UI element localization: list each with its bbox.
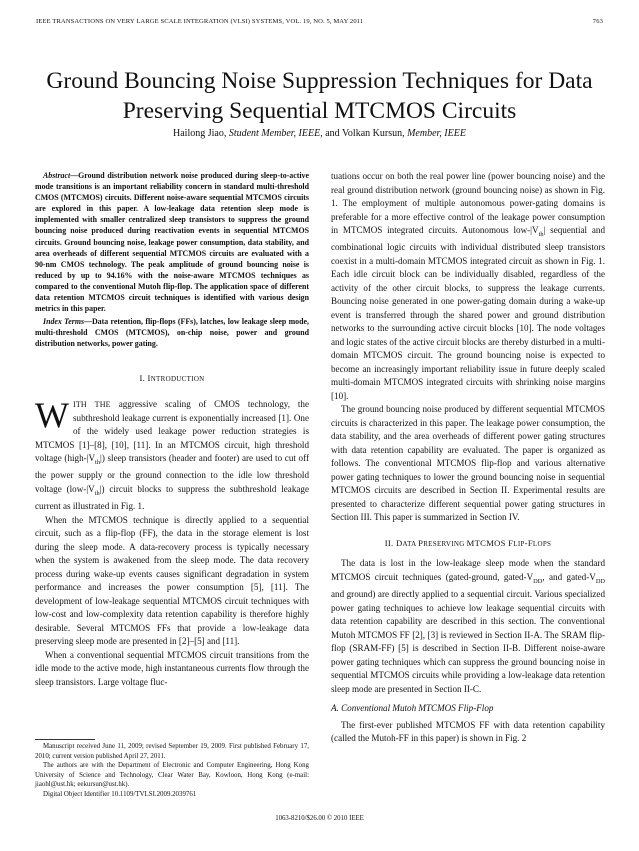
footnote-manuscript: Manuscript received June 11, 2009; revised September 19, 2009. First published February 17, 2010; current version published April 27, 2011. [35, 743, 309, 760]
section-heading-flip-flops: II. DATA PRESERVING MTCMOS FLIP-FLOPS [384, 537, 552, 548]
intro-paragraph-4: The ground bouncing noise produced by different sequential MTCMOS circuits is characterized in this paper. The leakage power consumption, the data stability, and the area overheads of different power gating structures with data retention capability are evaluated. The paper is organized as follows. The conventional MTCMOS flip-flop and various alternative power gating techniques to lower the ground bouncing noise in sequential MTCMOS circuits are described in Section II. Experimental results are presented to characterize different sequential power gating structures in Section III. This paper is summarized in Section IV. [331, 404, 605, 523]
section-heading-introduction: I. INTRODUCTION [139, 372, 205, 383]
author-1-name: Hailong Jiao, [173, 128, 227, 139]
paper-title: Ground Bouncing Noise Suppression Techniques for Data Preserving Sequential MTCMOS Circuits [46, 68, 593, 124]
footnote-affiliation: The authors are with the Department of Electronic and Computer Engineering, Hong Kong University of Science and Technology, Clear Water Bay, Kowloon, Hong Kong (e-mail: jiaohl@ust.hk; eekursun@ust.hk). [35, 762, 309, 789]
footnote-doi: Digital Object Identifier 10.1109/TVLSI.2009.2039761 [43, 790, 197, 798]
index-terms-text: —Data retention, flip-flops (FFs), latches, low leakage sleep mode, multi-threshold CMOS (MTCMOS), on-chip noise, power and ground distribution networks, power gating. [35, 317, 309, 349]
index-terms [35, 316, 309, 349]
page-number: 763 [592, 18, 603, 25]
section2-paragraph-1: The data is lost in the low-leakage sleep mode when the standard MTCMOS circuit techniques (gated-ground, gated-$V_{DD}$, and gated-$V_{DD}$ and ground) are directly applied to a sequential circuit. Various specialized power gating techniques to achieve low leakage sequential circuits with data retention capability are described in this section. The conventional Mutoh MTCMOS FF [2], [3] is reviewed in Section II-A. The SRAM flip-flop (SRAM-FF) [5] is described in Section II-B. Different noise-aware power gating techniques which can suppress the ground bouncing noise in sequential MTCMOS circuits while providing a low-leakage data retention sleep mode are presented in Section II-C. [331, 558, 605, 694]
abstract-lead: Abstract [43, 171, 71, 180]
journal-name: IEEE TRANSACTIONS ON VERY LARGE SCALE INTEGRATION (VLSI) SYSTEMS, VOL. 19, NO. 5, MAY 2011 [36, 18, 364, 25]
intro-paragraph-1: WITH THE aggressive scaling of CMOS technology, the subthreshold leakage current is exponentially increased [1]. One of the widely used leakage power reduction strategies is MTCMOS [1]–[8], [10], [11]. In an MTCMOS circuit, high threshold voltage $(high-|V_{th}|)$ sleep transistors (header and footer) are used to cut off the power supply or the ground connection to the idle low threshold voltage $(low-|V_{th}|)$ circuit blocks to suppress the subthreshold leakage current as illustrated in Fig. 1. [35, 395, 310, 512]
abstract-text: —Ground distribution network noise produced during sleep-to-active mode transitions is an important reliability concern in standard multi-threshold CMOS (MTCMOS) circuits. Different noise-aware sequential MTCMOS circuits are explored in this paper. A low-leakage data retention sleep mode is implemented with smaller centralized sleep transistors to suppress the ground bouncing noise produced during reactivation events in sequential MTCMOS circuits. Ground bouncing noise, leakage power consumption, data stability, and area overheads of different sequential MTCMOS circuits are evaluated with a 90-nm CMOS technology. The peak amplitude of ground bouncing noise is reduced by up to 94.16% with the noise-aware MTCMOS techniques as compared to the conventional Mutoh flip-flop. The application space of different data retention MTCMOS circuit techniques is identified with various design metrics in this paper. [35, 171, 309, 314]
author-1-role: Student Member, IEEE, [228, 128, 323, 139]
subsection-a-paragraph-1: The first-ever published MTCMOS FF with data retention capability (called the Mutoh-FF in this paper) is shown in Fig. 2 [331, 719, 605, 744]
footnotes [35, 742, 309, 800]
subsection-heading-mutoh: A. Conventional Mutoh MTCMOS Flip-Flop [331, 703, 494, 714]
footnote-rule [35, 739, 95, 740]
intro-paragraph-2: When the MTCMOS technique is directly applied to a sequential circuit, such as a flip-flop (FF), the data in the storage element is lost during the sleep mode. A data-recovery process is typically necessary when the system is awakened from the sleep mode. The data recovery process during wake-up events causes significant degradation in system performance and increases the power consumption [5], [11]. The development of low-leakage sequential MTCMOS circuit techniques with low-cost and low-complexity data retention capability is therefore highly desirable. Several MTCMOS FFs that provide a low-leakage data preserving sleep mode are presented in [2]–[5] and [11]. [35, 514, 309, 647]
left-column [35, 170, 309, 689]
right-column [331, 170, 605, 746]
author-2-name: Volkan Kursun, [342, 128, 405, 139]
intro-paragraph-3-continued: tuations occur on both the real power line (power bouncing noise) and the real ground distribution network (ground bouncing noise) as shown in Fig. 1. The employment of multiple autonomous power-gating domains is preferable for a more effective control of the leakage power consumption in MTCMOS integrated circuits. Autonomous low-$|V_{th}|$ sequential and combinational logic circuits with individual distributed sleep transistors coexist in a multi-domain MTCMOS integrated circuit as shown in Fig. 1. Each idle circuit block can be individually disabled, regardless of the activity of the other circuit blocks, to suppress the leakage currents. Bouncing noise generated in one power-gating domain during a wake-up event is transferred through the shared power and ground distribution networks to the surrounding active circuit blocks [10]. The node voltages and logic states of the active circuit blocks are thereby disturbed in a multi-domain MTCMOS circuit. The ground bouncing noise is expected to become an increasingly important reliability issue in future deeply scaled multi-domain MTCMOS integrated circuits with shrinking noise margins [10]. [331, 171, 606, 401]
intro-paragraph-3: When a conventional sequential MTCMOS circuit transitions from the idle mode to the active mode, high instantaneous currents flow through the sleep transistors. Large voltage fluc- [35, 649, 309, 687]
author-2-role: Member, IEEE [407, 128, 466, 139]
abstract [35, 170, 309, 314]
author-line [30, 128, 609, 139]
drop-cap: W [35, 395, 69, 435]
author-conjunction: and [325, 128, 340, 139]
running-header [36, 18, 603, 32]
index-terms-lead: Index Terms [43, 317, 85, 327]
copyright-line: 1063-8210/$26.00 © 2010 IEEE [275, 815, 364, 822]
